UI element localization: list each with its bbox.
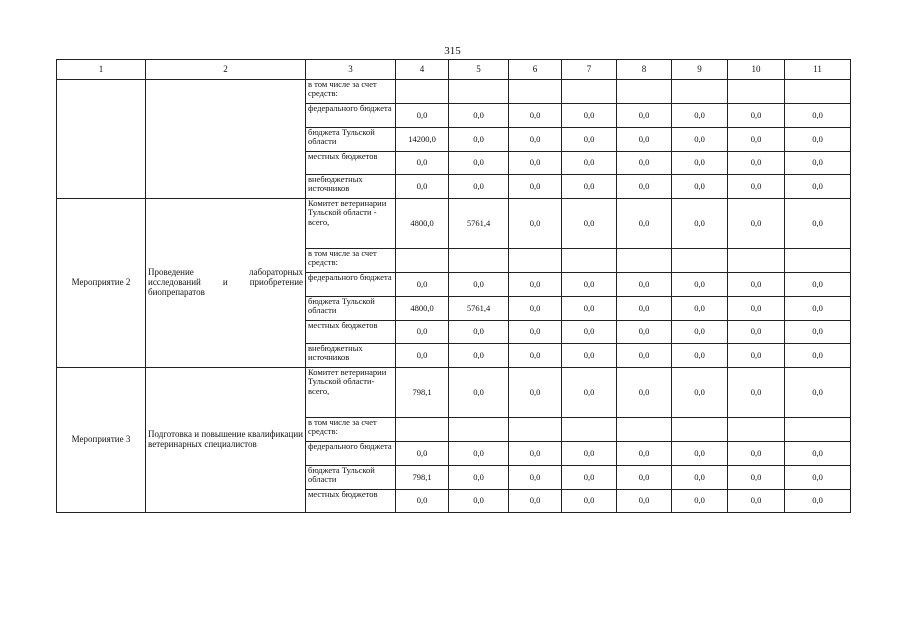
amount-cell (396, 80, 449, 104)
amount-cell: 0,0 (785, 175, 851, 199)
amount-cell: 0,0 (449, 344, 509, 368)
amount-cell: 0,0 (785, 442, 851, 466)
amount-cell: 0,0 (449, 152, 509, 175)
amount-cell: 0,0 (728, 321, 785, 344)
amount-cell: 0,0 (785, 321, 851, 344)
column-number-header: 2 (146, 60, 306, 80)
amount-cell (396, 249, 449, 273)
amount-cell: 798,1 (396, 466, 449, 490)
table-row (57, 368, 851, 418)
amount-cell: 0,0 (617, 490, 672, 513)
amount-cell: 0,0 (672, 368, 728, 418)
funding-source: внебюджетных источников (306, 175, 396, 199)
amount-cell: 0,0 (785, 466, 851, 490)
amount-cell: 0,0 (562, 368, 617, 418)
amount-cell: 0,0 (509, 273, 562, 297)
amount-cell: 0,0 (449, 104, 509, 128)
amount-cell: 0,0 (672, 466, 728, 490)
event-name (57, 80, 146, 199)
amount-cell (509, 418, 562, 442)
funding-table (56, 59, 851, 513)
amount-cell: 0,0 (672, 321, 728, 344)
amount-cell: 0,0 (785, 128, 851, 152)
amount-cell: 0,0 (562, 321, 617, 344)
amount-cell: 0,0 (617, 152, 672, 175)
amount-cell: 0,0 (728, 442, 785, 466)
amount-cell: 0,0 (509, 297, 562, 321)
amount-cell (562, 418, 617, 442)
amount-cell: 0,0 (785, 199, 851, 249)
amount-cell: 0,0 (785, 297, 851, 321)
amount-cell: 4800,0 (396, 199, 449, 249)
amount-cell (785, 80, 851, 104)
amount-cell: 4800,0 (396, 297, 449, 321)
amount-cell: 5761,4 (449, 297, 509, 321)
funding-source: бюджета Тульской области (306, 297, 396, 321)
amount-cell: 0,0 (728, 297, 785, 321)
column-number-header: 10 (728, 60, 785, 80)
amount-cell: 0,0 (617, 368, 672, 418)
amount-cell: 798,1 (396, 368, 449, 418)
amount-cell: 0,0 (509, 368, 562, 418)
amount-cell (396, 418, 449, 442)
amount-cell: 0,0 (728, 466, 785, 490)
amount-cell (509, 249, 562, 273)
amount-cell: 0,0 (562, 199, 617, 249)
column-number-header: 11 (785, 60, 851, 80)
amount-cell: 0,0 (509, 466, 562, 490)
amount-cell: 0,0 (449, 273, 509, 297)
amount-cell: 0,0 (396, 442, 449, 466)
amount-cell: 0,0 (672, 490, 728, 513)
amount-cell: 0,0 (785, 104, 851, 128)
column-number-header: 3 (306, 60, 396, 80)
funding-source: местных бюджетов (306, 490, 396, 513)
funding-source: бюджета Тульской области (306, 466, 396, 490)
amount-cell: 0,0 (672, 273, 728, 297)
column-number-header: 5 (449, 60, 509, 80)
funding-source: внебюджетных источников (306, 344, 396, 368)
event-description (146, 80, 306, 199)
funding-source: в том числе за счет средств: (306, 418, 396, 442)
amount-cell: 0,0 (396, 344, 449, 368)
amount-cell: 0,0 (617, 273, 672, 297)
amount-cell: 0,0 (672, 344, 728, 368)
amount-cell: 0,0 (785, 273, 851, 297)
page-number: 315 (444, 45, 461, 57)
amount-cell: 0,0 (617, 297, 672, 321)
amount-cell: 0,0 (396, 273, 449, 297)
amount-cell: 0,0 (509, 128, 562, 152)
amount-cell: 0,0 (509, 104, 562, 128)
amount-cell (562, 249, 617, 273)
amount-cell: 0,0 (562, 297, 617, 321)
amount-cell: 0,0 (785, 152, 851, 175)
amount-cell: 0,0 (449, 368, 509, 418)
amount-cell (728, 80, 785, 104)
amount-cell: 0,0 (562, 175, 617, 199)
funding-source: федерального бюджета (306, 442, 396, 466)
column-number-header: 6 (509, 60, 562, 80)
funding-source: бюджета Тульской области (306, 128, 396, 152)
event-name: Мероприятие 2 (57, 199, 146, 368)
amount-cell: 0,0 (617, 199, 672, 249)
amount-cell (449, 418, 509, 442)
amount-cell: 0,0 (785, 490, 851, 513)
funding-source: федерального бюджета (306, 273, 396, 297)
amount-cell (785, 418, 851, 442)
amount-cell: 0,0 (785, 344, 851, 368)
amount-cell: 0,0 (562, 273, 617, 297)
amount-cell (617, 418, 672, 442)
table-row (57, 80, 851, 104)
amount-cell: 0,0 (562, 152, 617, 175)
amount-cell: 0,0 (509, 152, 562, 175)
amount-cell: 0,0 (728, 175, 785, 199)
amount-cell: 0,0 (672, 175, 728, 199)
column-number-row (57, 60, 851, 80)
amount-cell: 0,0 (449, 442, 509, 466)
amount-cell: 0,0 (672, 297, 728, 321)
amount-cell: 0,0 (509, 344, 562, 368)
amount-cell: 0,0 (396, 175, 449, 199)
amount-cell (785, 249, 851, 273)
amount-cell (617, 249, 672, 273)
amount-cell (728, 418, 785, 442)
amount-cell: 0,0 (617, 344, 672, 368)
funding-source: местных бюджетов (306, 152, 396, 175)
amount-cell (672, 249, 728, 273)
amount-cell: 0,0 (509, 442, 562, 466)
funding-source: в том числе за счет средств: (306, 80, 396, 104)
amount-cell (449, 80, 509, 104)
amount-cell: 0,0 (617, 442, 672, 466)
amount-cell: 0,0 (562, 442, 617, 466)
amount-cell: 0,0 (449, 175, 509, 199)
funding-source: местных бюджетов (306, 321, 396, 344)
amount-cell: 0,0 (728, 490, 785, 513)
amount-cell: 0,0 (672, 199, 728, 249)
funding-source: Комитет ветеринарии Тульской области - всего, (306, 199, 396, 249)
amount-cell: 0,0 (449, 490, 509, 513)
amount-cell (562, 80, 617, 104)
column-number-header: 7 (562, 60, 617, 80)
amount-cell: 0,0 (449, 128, 509, 152)
amount-cell (672, 418, 728, 442)
amount-cell: 0,0 (785, 368, 851, 418)
event-description: Подготовка и повышение квалификации ветеринарных специалистов (146, 368, 306, 513)
amount-cell: 0,0 (728, 273, 785, 297)
amount-cell: 0,0 (509, 199, 562, 249)
amount-cell: 0,0 (728, 104, 785, 128)
amount-cell: 0,0 (449, 466, 509, 490)
amount-cell: 0,0 (509, 490, 562, 513)
amount-cell (509, 80, 562, 104)
amount-cell: 0,0 (617, 128, 672, 152)
amount-cell: 0,0 (396, 152, 449, 175)
amount-cell: 0,0 (396, 490, 449, 513)
amount-cell: 0,0 (562, 104, 617, 128)
event-description: Проведение лабораторных исследований и приобретение биопрепаратов (146, 199, 306, 368)
amount-cell: 0,0 (672, 152, 728, 175)
funding-source: в том числе за счет средств: (306, 249, 396, 273)
amount-cell: 0,0 (562, 490, 617, 513)
amount-cell: 0,0 (617, 175, 672, 199)
amount-cell: 0,0 (396, 104, 449, 128)
amount-cell: 0,0 (617, 104, 672, 128)
column-number-header: 1 (57, 60, 146, 80)
amount-cell: 0,0 (449, 321, 509, 344)
event-name: Мероприятие 3 (57, 368, 146, 513)
amount-cell (617, 80, 672, 104)
amount-cell: 0,0 (617, 466, 672, 490)
amount-cell: 0,0 (396, 321, 449, 344)
table-row (57, 199, 851, 249)
amount-cell: 14200,0 (396, 128, 449, 152)
amount-cell: 0,0 (617, 321, 672, 344)
amount-cell: 5761,4 (449, 199, 509, 249)
amount-cell (728, 249, 785, 273)
funding-source: Комитет ветеринарии Тульской области- всего, (306, 368, 396, 418)
column-number-header: 9 (672, 60, 728, 80)
amount-cell: 0,0 (672, 104, 728, 128)
amount-cell: 0,0 (728, 199, 785, 249)
amount-cell: 0,0 (728, 152, 785, 175)
amount-cell: 0,0 (728, 344, 785, 368)
amount-cell: 0,0 (672, 128, 728, 152)
column-number-header: 8 (617, 60, 672, 80)
amount-cell: 0,0 (562, 128, 617, 152)
amount-cell: 0,0 (509, 175, 562, 199)
amount-cell: 0,0 (672, 442, 728, 466)
amount-cell: 0,0 (562, 344, 617, 368)
amount-cell: 0,0 (509, 321, 562, 344)
amount-cell (672, 80, 728, 104)
funding-source: федерального бюджета (306, 104, 396, 128)
amount-cell (449, 249, 509, 273)
amount-cell: 0,0 (728, 128, 785, 152)
column-number-header: 4 (396, 60, 449, 80)
amount-cell: 0,0 (728, 368, 785, 418)
amount-cell: 0,0 (562, 466, 617, 490)
